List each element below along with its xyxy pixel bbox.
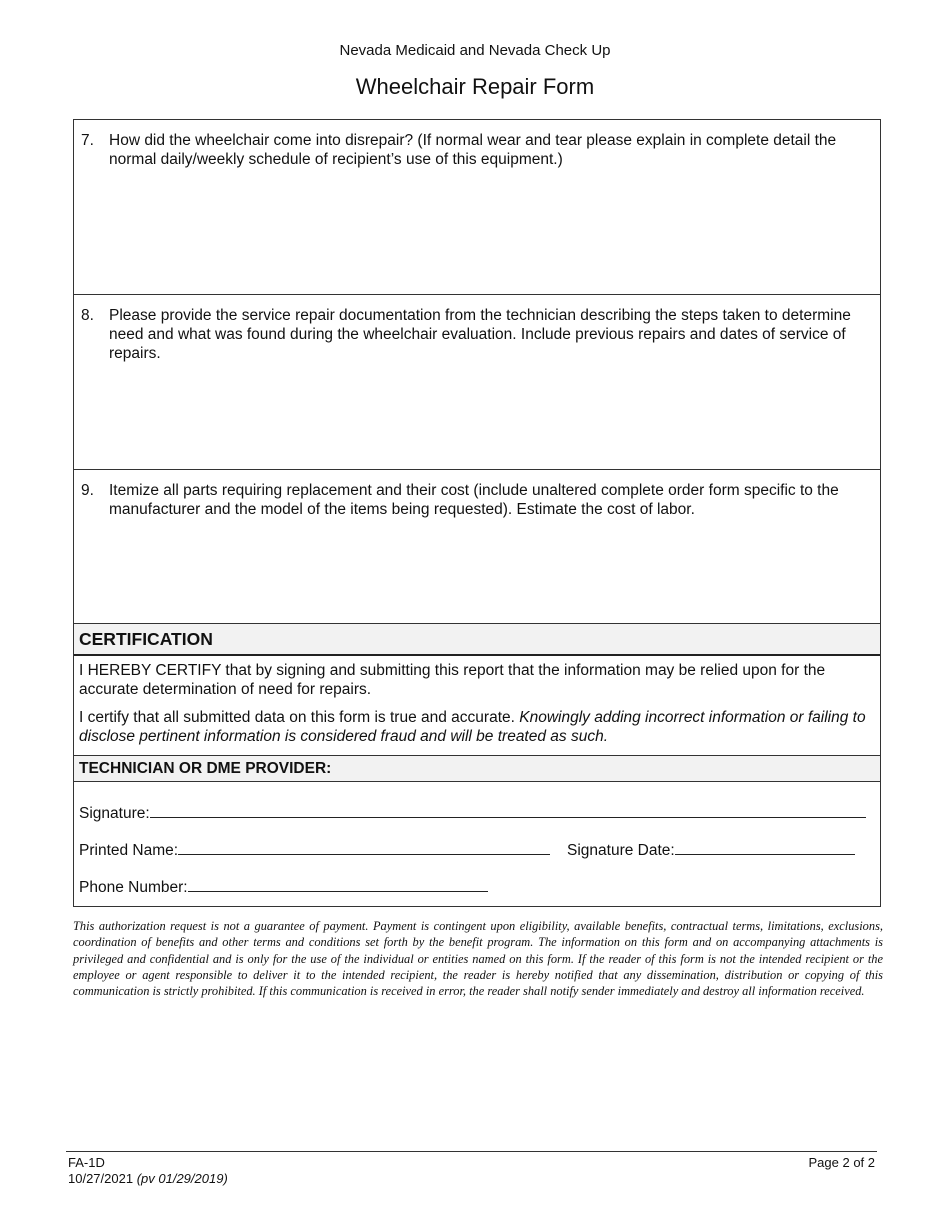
signature-row [79,803,866,823]
question-number: 9. [81,482,94,499]
technician-heading: TECHNICIAN OR DME PROVIDER: [74,756,880,782]
footer-divider [66,1151,877,1152]
question-text: How did the wheelchair come into disrepair? (If normal wear and tear please explain in complete detail the normal daily/weekly schedule of recipient’s use of this equipment.) [109,132,837,168]
question-text: Please provide the service repair documentation from the technician describing the steps taken to determine need and what was found during the wheelchair evaluation. Include previous repairs and dates of service of repairs. [109,307,851,362]
question-number: 8. [81,307,94,324]
phone-field[interactable] [188,877,488,892]
form-dates [68,1171,228,1187]
question-9-field[interactable] [74,470,880,624]
signature-label: Signature: [79,805,150,822]
printed-name-field[interactable] [178,840,550,855]
page-number: Page 2 of 2 [808,1155,875,1170]
fraud-warning: Knowingly adding incorrect information or failing to disclose pertinent information is considered fraud and will be treated as such. [79,709,866,745]
certification-heading: CERTIFICATION [74,624,880,656]
accuracy-text: I certify that all submitted data on this form is true and accurate. [79,709,520,726]
printed-name-label: Printed Name: [79,842,179,859]
question-number: 7. [81,132,94,149]
previous-version: (pv 01/29/2019) [136,1171,228,1186]
signature-date-label: Signature Date: [567,842,675,859]
printed-name-row [79,840,550,860]
signature-date-row [567,840,855,860]
phone-label: Phone Number: [79,879,188,896]
form-box [73,119,881,907]
question-7-field[interactable] [74,120,880,295]
certification-statement: I HEREBY CERTIFY that by signing and submitting this report that the information may be relied upon for the accurate determination of need for repairs. [79,662,826,698]
accuracy-statement [79,708,875,746]
signature-field[interactable] [150,803,866,818]
form-id: FA-1D [68,1155,105,1170]
certification-body [74,656,880,756]
program-name: Nevada Medicaid and Nevada Check Up [339,42,611,59]
footer-form-info [68,1155,228,1187]
signature-date-field[interactable] [675,840,855,855]
legal-disclaimer: This authorization request is not a guarantee of payment. Payment is contingent upon eligibility, available benefits, contractual terms, limitations, exclusions, coordination of benefits and other terms and conditions set forth by the benefit program. The information on this form and on accompanying attachments is privileged and confidential and is only for the use of the individual or entities named on this form. If the reader of this form is not the intended recipient or the employee or agent responsible to deliver it to the intended recipient, the reader is hereby notified that any dissemination, distribution or copying of this communication is strictly prohibited. If this communication is received in error, the reader shall notify sender immediately and destroy all information received. [73,919,883,999]
question-8-field[interactable] [74,295,880,470]
form-title: Wheelchair Repair Form [355,74,595,99]
phone-row [79,877,488,897]
revision-date: 10/27/2021 [68,1171,134,1186]
question-text: Itemize all parts requiring replacement and their cost (include unaltered complete order form specific to the manufacturer and the model of the items being requested). Estimate the cost of labor. [109,482,839,518]
